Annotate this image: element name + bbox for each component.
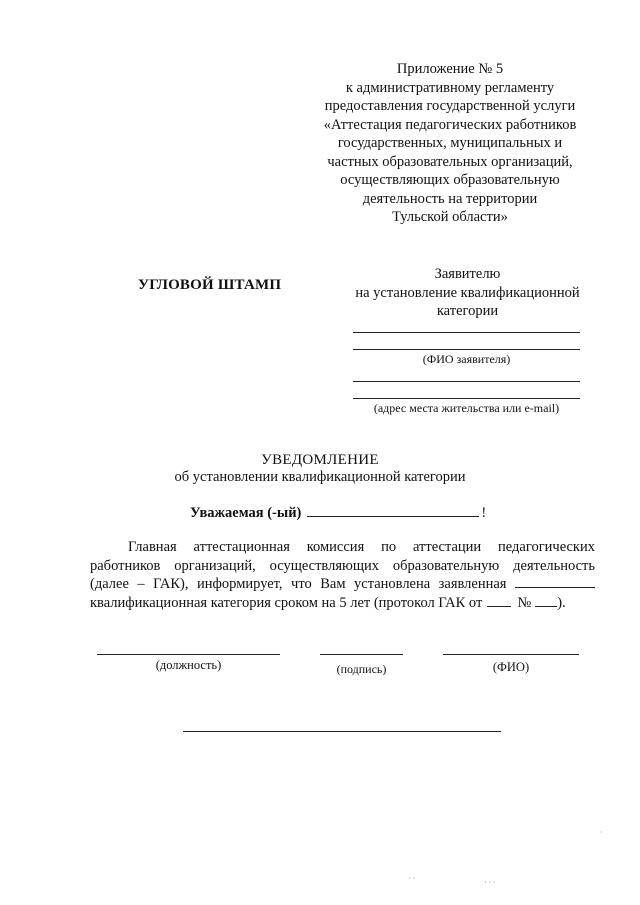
- body-word: деятельность: [513, 557, 595, 574]
- appendix-line: к административному регламенту: [345, 79, 555, 96]
- notice-body: [90, 538, 595, 612]
- body-word: осуществляющих: [269, 557, 380, 574]
- body-word: установлена: [354, 576, 431, 593]
- body-line-4: [90, 594, 595, 613]
- body-word: что: [291, 576, 312, 593]
- appendix-line: «Аттестация педагогических работников: [323, 116, 577, 133]
- signature-caption: (подпись): [336, 662, 387, 676]
- name-signature-line: [443, 654, 579, 655]
- appendix-line: осуществляющих образовательную: [340, 172, 560, 188]
- scan-speck: ·: [600, 828, 603, 837]
- body-word: ГАК),: [153, 576, 189, 593]
- appendix-line: государственных, муниципальных и: [337, 135, 563, 151]
- body-line-2: [90, 557, 595, 576]
- body-word: педагогических: [498, 539, 595, 555]
- category-blank: [515, 575, 595, 588]
- appendix-header: [300, 60, 600, 227]
- fio-caption: (ФИО заявителя): [422, 352, 511, 366]
- applicant-name-line-1: [353, 332, 580, 333]
- number-sign: №: [517, 594, 532, 611]
- body-word: –: [137, 576, 145, 593]
- body-text-fragment-end: ).: [557, 594, 566, 611]
- address-caption: (адрес места жительства или e-mail): [373, 401, 560, 415]
- notice-subtitle: об установлении квалификационной категории: [174, 469, 466, 485]
- appendix-line: Тульской области»: [392, 209, 508, 225]
- body-word: организаций,: [174, 557, 256, 574]
- position-caption: (должность): [155, 658, 222, 672]
- body-word: работников: [90, 557, 161, 574]
- body-word: аттестационная: [193, 539, 290, 555]
- appendix-line: деятельность на территории: [362, 190, 538, 207]
- greeting: [190, 504, 486, 522]
- addressee-line: категории: [436, 303, 499, 319]
- protocol-date-blank: [487, 594, 511, 607]
- appendix-line: Приложение № 5: [396, 61, 504, 77]
- appendix-line: предоставления государственной услуги: [324, 98, 576, 114]
- bottom-line: [183, 731, 501, 732]
- appendix-line: частных образовательных организаций,: [327, 153, 573, 170]
- recipient-name-blank: [307, 504, 479, 517]
- body-word: Вам: [320, 576, 346, 593]
- scan-speck: · · ·: [484, 878, 496, 887]
- body-word: по: [381, 539, 397, 555]
- body-word: информирует,: [197, 576, 283, 593]
- notice-title: УВЕДОМЛЕНИЕ: [261, 452, 379, 468]
- body-word: Главная: [128, 539, 177, 555]
- addressee-line: Заявителю: [434, 266, 501, 282]
- applicant-address-line-1: [353, 381, 580, 382]
- body-word: аттестации: [412, 539, 482, 555]
- body-word: образовательную: [392, 557, 500, 574]
- position-signature-line: [97, 654, 280, 655]
- body-line-3: [90, 575, 595, 594]
- greeting-end: !: [481, 505, 487, 521]
- corner-stamp-label: УГЛОВОЙ ШТАМП: [138, 277, 282, 293]
- scan-speck: · ·: [408, 874, 416, 883]
- addressee-line: на установление квалификационной: [355, 284, 580, 301]
- applicant-name-line-2: [353, 349, 580, 350]
- body-word: (далее: [90, 576, 129, 593]
- name-caption: (ФИО): [492, 660, 530, 674]
- body-text-fragment: квалификационная категория сроком на 5 лет (протокол ГАК от: [90, 594, 483, 611]
- body-word: заявленная: [438, 576, 507, 593]
- addressee-block: [345, 265, 590, 321]
- greeting-text: Уважаемая (-ый): [190, 505, 302, 521]
- body-line-1: [90, 538, 595, 557]
- protocol-number-blank: [535, 594, 557, 607]
- body-word: комиссия: [306, 539, 365, 555]
- applicant-address-line-2: [353, 398, 580, 399]
- signature-line: [320, 654, 403, 655]
